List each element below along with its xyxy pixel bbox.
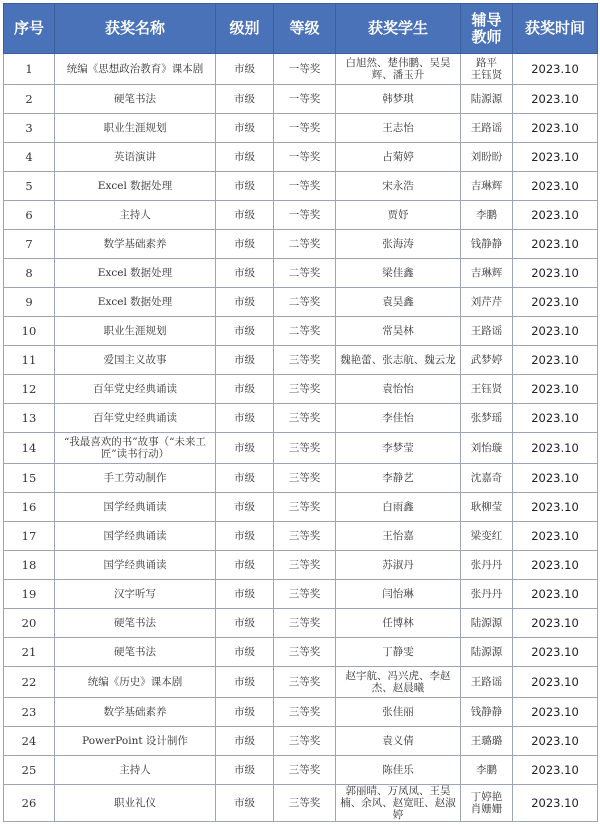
cell-level: 市级 bbox=[216, 54, 274, 85]
cell-grade: 三等奖 bbox=[274, 698, 336, 727]
cell-grade: 三等奖 bbox=[274, 404, 336, 433]
cell-teacher: 钱静静 bbox=[461, 230, 513, 259]
cell-index: 16 bbox=[4, 493, 55, 522]
cell-award-name: 硬笔书法 bbox=[55, 638, 216, 667]
cell-time: 2023.10 bbox=[513, 375, 598, 404]
cell-students: 白雨鑫 bbox=[336, 493, 461, 522]
cell-time: 2023.10 bbox=[513, 638, 598, 667]
cell-level: 市级 bbox=[216, 433, 274, 464]
cell-grade: 三等奖 bbox=[274, 375, 336, 404]
cell-time: 2023.10 bbox=[513, 580, 598, 609]
cell-students: 白旭然、楚伟鹏、吴昊辉、潘玉升 bbox=[336, 54, 461, 85]
table-row bbox=[4, 433, 598, 464]
cell-level: 市级 bbox=[216, 580, 274, 609]
cell-level: 市级 bbox=[216, 464, 274, 493]
cell-students: 丁静雯 bbox=[336, 638, 461, 667]
cell-index: 5 bbox=[4, 172, 55, 201]
cell-grade: 三等奖 bbox=[274, 756, 336, 785]
cell-grade: 三等奖 bbox=[274, 433, 336, 464]
cell-time: 2023.10 bbox=[513, 346, 598, 375]
cell-students: 任博林 bbox=[336, 609, 461, 638]
cell-time: 2023.10 bbox=[513, 230, 598, 259]
cell-time: 2023.10 bbox=[513, 201, 598, 230]
cell-time: 2023.10 bbox=[513, 727, 598, 756]
cell-award-name: 数学基础素养 bbox=[55, 698, 216, 727]
cell-award-name: 国学经典诵读 bbox=[55, 493, 216, 522]
cell-index: 4 bbox=[4, 143, 55, 172]
cell-index: 22 bbox=[4, 667, 55, 698]
cell-time: 2023.10 bbox=[513, 259, 598, 288]
table-row bbox=[4, 201, 598, 230]
cell-time: 2023.10 bbox=[513, 493, 598, 522]
table-row bbox=[4, 522, 598, 551]
cell-time: 2023.10 bbox=[513, 143, 598, 172]
cell-time: 2023.10 bbox=[513, 609, 598, 638]
cell-award-name: 爱国主义故事 bbox=[55, 346, 216, 375]
cell-students: 常昊林 bbox=[336, 317, 461, 346]
table-row bbox=[4, 493, 598, 522]
cell-grade: 一等奖 bbox=[274, 172, 336, 201]
cell-time: 2023.10 bbox=[513, 54, 598, 85]
table-row bbox=[4, 114, 598, 143]
cell-time: 2023.10 bbox=[513, 698, 598, 727]
cell-students: 苏淑丹 bbox=[336, 551, 461, 580]
header-time: 获奖时间 bbox=[513, 4, 598, 54]
cell-level: 市级 bbox=[216, 785, 274, 822]
table-row bbox=[4, 54, 598, 85]
cell-level: 市级 bbox=[216, 522, 274, 551]
cell-teacher: 耿柳莹 bbox=[461, 493, 513, 522]
cell-level: 市级 bbox=[216, 638, 274, 667]
cell-award-name: 统编《历史》课本剧 bbox=[55, 667, 216, 698]
cell-students: 闫怡琳 bbox=[336, 580, 461, 609]
cell-teacher: 王璐璐 bbox=[461, 727, 513, 756]
table-row bbox=[4, 698, 598, 727]
cell-teacher: 王钰贤 bbox=[461, 375, 513, 404]
table-row bbox=[4, 580, 598, 609]
cell-grade: 三等奖 bbox=[274, 580, 336, 609]
header-award-name: 获奖名称 bbox=[55, 4, 216, 54]
cell-level: 市级 bbox=[216, 551, 274, 580]
cell-level: 市级 bbox=[216, 346, 274, 375]
cell-award-name: 百年党史经典诵读 bbox=[55, 375, 216, 404]
cell-award-name: 硬笔书法 bbox=[55, 609, 216, 638]
cell-teacher: 李鹏 bbox=[461, 756, 513, 785]
table-row bbox=[4, 172, 598, 201]
header-students: 获奖学生 bbox=[336, 4, 461, 54]
table-row bbox=[4, 756, 598, 785]
header-level: 级别 bbox=[216, 4, 274, 54]
cell-level: 市级 bbox=[216, 756, 274, 785]
cell-teacher: 武梦婷 bbox=[461, 346, 513, 375]
cell-time: 2023.10 bbox=[513, 785, 598, 822]
cell-time: 2023.10 bbox=[513, 114, 598, 143]
cell-grade: 三等奖 bbox=[274, 638, 336, 667]
cell-grade: 三等奖 bbox=[274, 464, 336, 493]
cell-time: 2023.10 bbox=[513, 464, 598, 493]
header-row bbox=[4, 4, 598, 54]
cell-index: 7 bbox=[4, 230, 55, 259]
cell-time: 2023.10 bbox=[513, 522, 598, 551]
awards-table bbox=[3, 3, 598, 822]
table-row bbox=[4, 317, 598, 346]
cell-award-name: Excel 数据处理 bbox=[55, 259, 216, 288]
cell-grade: 一等奖 bbox=[274, 114, 336, 143]
table-row bbox=[4, 638, 598, 667]
cell-time: 2023.10 bbox=[513, 317, 598, 346]
table-row bbox=[4, 288, 598, 317]
cell-award-name: 职业生涯规划 bbox=[55, 317, 216, 346]
cell-award-name: 国学经典诵读 bbox=[55, 522, 216, 551]
cell-students: 陈佳乐 bbox=[336, 756, 461, 785]
cell-award-name: 主持人 bbox=[55, 756, 216, 785]
cell-grade: 一等奖 bbox=[274, 201, 336, 230]
table-row bbox=[4, 230, 598, 259]
cell-time: 2023.10 bbox=[513, 551, 598, 580]
cell-index: 17 bbox=[4, 522, 55, 551]
cell-grade: 三等奖 bbox=[274, 522, 336, 551]
cell-students: 袁怡怡 bbox=[336, 375, 461, 404]
table-row bbox=[4, 85, 598, 114]
cell-grade: 三等奖 bbox=[274, 346, 336, 375]
cell-index: 12 bbox=[4, 375, 55, 404]
cell-level: 市级 bbox=[216, 667, 274, 698]
cell-level: 市级 bbox=[216, 609, 274, 638]
cell-teacher: 沈嘉奇 bbox=[461, 464, 513, 493]
cell-grade: 三等奖 bbox=[274, 609, 336, 638]
cell-students: 贾妤 bbox=[336, 201, 461, 230]
table-row bbox=[4, 785, 598, 822]
cell-level: 市级 bbox=[216, 172, 274, 201]
cell-level: 市级 bbox=[216, 317, 274, 346]
cell-level: 市级 bbox=[216, 288, 274, 317]
cell-award-name: 职业生涯规划 bbox=[55, 114, 216, 143]
cell-students: 李梦莹 bbox=[336, 433, 461, 464]
header-index: 序号 bbox=[4, 4, 55, 54]
cell-level: 市级 bbox=[216, 85, 274, 114]
table-row bbox=[4, 404, 598, 433]
cell-time: 2023.10 bbox=[513, 667, 598, 698]
cell-award-name: 硬笔书法 bbox=[55, 85, 216, 114]
cell-grade: 二等奖 bbox=[274, 259, 336, 288]
cell-students: 梁佳鑫 bbox=[336, 259, 461, 288]
cell-index: 14 bbox=[4, 433, 55, 464]
cell-grade: 三等奖 bbox=[274, 785, 336, 822]
awards-table-container bbox=[3, 3, 597, 822]
cell-level: 市级 bbox=[216, 404, 274, 433]
cell-award-name: 国学经典诵读 bbox=[55, 551, 216, 580]
table-row bbox=[4, 727, 598, 756]
cell-level: 市级 bbox=[216, 230, 274, 259]
cell-award-name: 百年党史经典诵读 bbox=[55, 404, 216, 433]
cell-index: 1 bbox=[4, 54, 55, 85]
cell-teacher: 吉琳辉 bbox=[461, 172, 513, 201]
cell-level: 市级 bbox=[216, 114, 274, 143]
cell-teacher: 丁婷艳 肖姗姗 bbox=[461, 785, 513, 822]
cell-award-name: 职业礼仪 bbox=[55, 785, 216, 822]
cell-grade: 一等奖 bbox=[274, 54, 336, 85]
cell-level: 市级 bbox=[216, 259, 274, 288]
cell-index: 6 bbox=[4, 201, 55, 230]
cell-index: 21 bbox=[4, 638, 55, 667]
table-row bbox=[4, 346, 598, 375]
cell-time: 2023.10 bbox=[513, 404, 598, 433]
cell-students: 李静艺 bbox=[336, 464, 461, 493]
cell-teacher: 刘怡璇 bbox=[461, 433, 513, 464]
cell-award-name: 汉字听写 bbox=[55, 580, 216, 609]
cell-teacher: 刘芹芹 bbox=[461, 288, 513, 317]
table-header bbox=[4, 4, 598, 54]
cell-award-name: “我最喜欢的书”故事（“未来工匠”读书行动） bbox=[55, 433, 216, 464]
cell-grade: 三等奖 bbox=[274, 493, 336, 522]
cell-teacher: 王路谣 bbox=[461, 114, 513, 143]
cell-time: 2023.10 bbox=[513, 172, 598, 201]
cell-level: 市级 bbox=[216, 143, 274, 172]
table-body bbox=[4, 54, 598, 822]
cell-students: 张佳丽 bbox=[336, 698, 461, 727]
cell-index: 18 bbox=[4, 551, 55, 580]
cell-students: 袁昊鑫 bbox=[336, 288, 461, 317]
cell-award-name: 手工劳动制作 bbox=[55, 464, 216, 493]
cell-students: 郭丽晴、万凤凤、王昊楠、余风、赵宽旺、赵淑婷 bbox=[336, 785, 461, 822]
cell-teacher: 张梦瑶 bbox=[461, 404, 513, 433]
cell-grade: 二等奖 bbox=[274, 288, 336, 317]
cell-award-name: Excel 数据处理 bbox=[55, 172, 216, 201]
cell-grade: 三等奖 bbox=[274, 551, 336, 580]
cell-teacher: 陆源源 bbox=[461, 85, 513, 114]
cell-teacher: 李鹏 bbox=[461, 201, 513, 230]
cell-grade: 一等奖 bbox=[274, 143, 336, 172]
cell-teacher: 梁变红 bbox=[461, 522, 513, 551]
cell-grade: 三等奖 bbox=[274, 667, 336, 698]
header-teacher: 辅导 教师 bbox=[461, 4, 513, 54]
table-row bbox=[4, 375, 598, 404]
cell-teacher: 陆源源 bbox=[461, 609, 513, 638]
cell-grade: 三等奖 bbox=[274, 727, 336, 756]
table-row bbox=[4, 667, 598, 698]
cell-index: 11 bbox=[4, 346, 55, 375]
cell-level: 市级 bbox=[216, 375, 274, 404]
cell-teacher: 路平 王钰贤 bbox=[461, 54, 513, 85]
cell-teacher: 陆源源 bbox=[461, 638, 513, 667]
cell-students: 李佳怡 bbox=[336, 404, 461, 433]
cell-students: 王怡嘉 bbox=[336, 522, 461, 551]
cell-students: 张海涛 bbox=[336, 230, 461, 259]
cell-award-name: 英语演讲 bbox=[55, 143, 216, 172]
table-row bbox=[4, 609, 598, 638]
cell-index: 15 bbox=[4, 464, 55, 493]
cell-index: 2 bbox=[4, 85, 55, 114]
cell-award-name: 统编《思想政治教育》课本剧 bbox=[55, 54, 216, 85]
cell-students: 韩梦琪 bbox=[336, 85, 461, 114]
cell-teacher: 王路谣 bbox=[461, 317, 513, 346]
cell-teacher: 钱静静 bbox=[461, 698, 513, 727]
cell-students: 魏艳蕾、张志航、魏云龙 bbox=[336, 346, 461, 375]
cell-teacher: 刘盼盼 bbox=[461, 143, 513, 172]
cell-index: 3 bbox=[4, 114, 55, 143]
cell-index: 25 bbox=[4, 756, 55, 785]
cell-students: 占菊婷 bbox=[336, 143, 461, 172]
cell-teacher: 王路谣 bbox=[461, 667, 513, 698]
cell-students: 赵宇航、冯兴虎、李赵杰、赵晨曦 bbox=[336, 667, 461, 698]
cell-index: 9 bbox=[4, 288, 55, 317]
cell-level: 市级 bbox=[216, 201, 274, 230]
cell-time: 2023.10 bbox=[513, 756, 598, 785]
cell-teacher: 张丹丹 bbox=[461, 551, 513, 580]
cell-index: 20 bbox=[4, 609, 55, 638]
cell-time: 2023.10 bbox=[513, 288, 598, 317]
cell-teacher: 张丹丹 bbox=[461, 580, 513, 609]
cell-index: 8 bbox=[4, 259, 55, 288]
cell-award-name: 数学基础素养 bbox=[55, 230, 216, 259]
table-row bbox=[4, 143, 598, 172]
table-row bbox=[4, 259, 598, 288]
cell-students: 袁义倩 bbox=[336, 727, 461, 756]
cell-teacher: 吉琳辉 bbox=[461, 259, 513, 288]
cell-grade: 二等奖 bbox=[274, 317, 336, 346]
cell-level: 市级 bbox=[216, 698, 274, 727]
cell-award-name: PowerPoint 设计制作 bbox=[55, 727, 216, 756]
cell-students: 宋永浩 bbox=[336, 172, 461, 201]
cell-index: 19 bbox=[4, 580, 55, 609]
cell-level: 市级 bbox=[216, 727, 274, 756]
cell-students: 王志怡 bbox=[336, 114, 461, 143]
header-grade: 等级 bbox=[274, 4, 336, 54]
cell-index: 24 bbox=[4, 727, 55, 756]
cell-time: 2023.10 bbox=[513, 85, 598, 114]
cell-grade: 二等奖 bbox=[274, 230, 336, 259]
table-row bbox=[4, 464, 598, 493]
cell-index: 23 bbox=[4, 698, 55, 727]
cell-index: 13 bbox=[4, 404, 55, 433]
cell-level: 市级 bbox=[216, 493, 274, 522]
cell-time: 2023.10 bbox=[513, 433, 598, 464]
cell-index: 26 bbox=[4, 785, 55, 822]
table-row bbox=[4, 551, 598, 580]
cell-index: 10 bbox=[4, 317, 55, 346]
cell-grade: 一等奖 bbox=[274, 85, 336, 114]
cell-award-name: 主持人 bbox=[55, 201, 216, 230]
cell-award-name: Excel 数据处理 bbox=[55, 288, 216, 317]
